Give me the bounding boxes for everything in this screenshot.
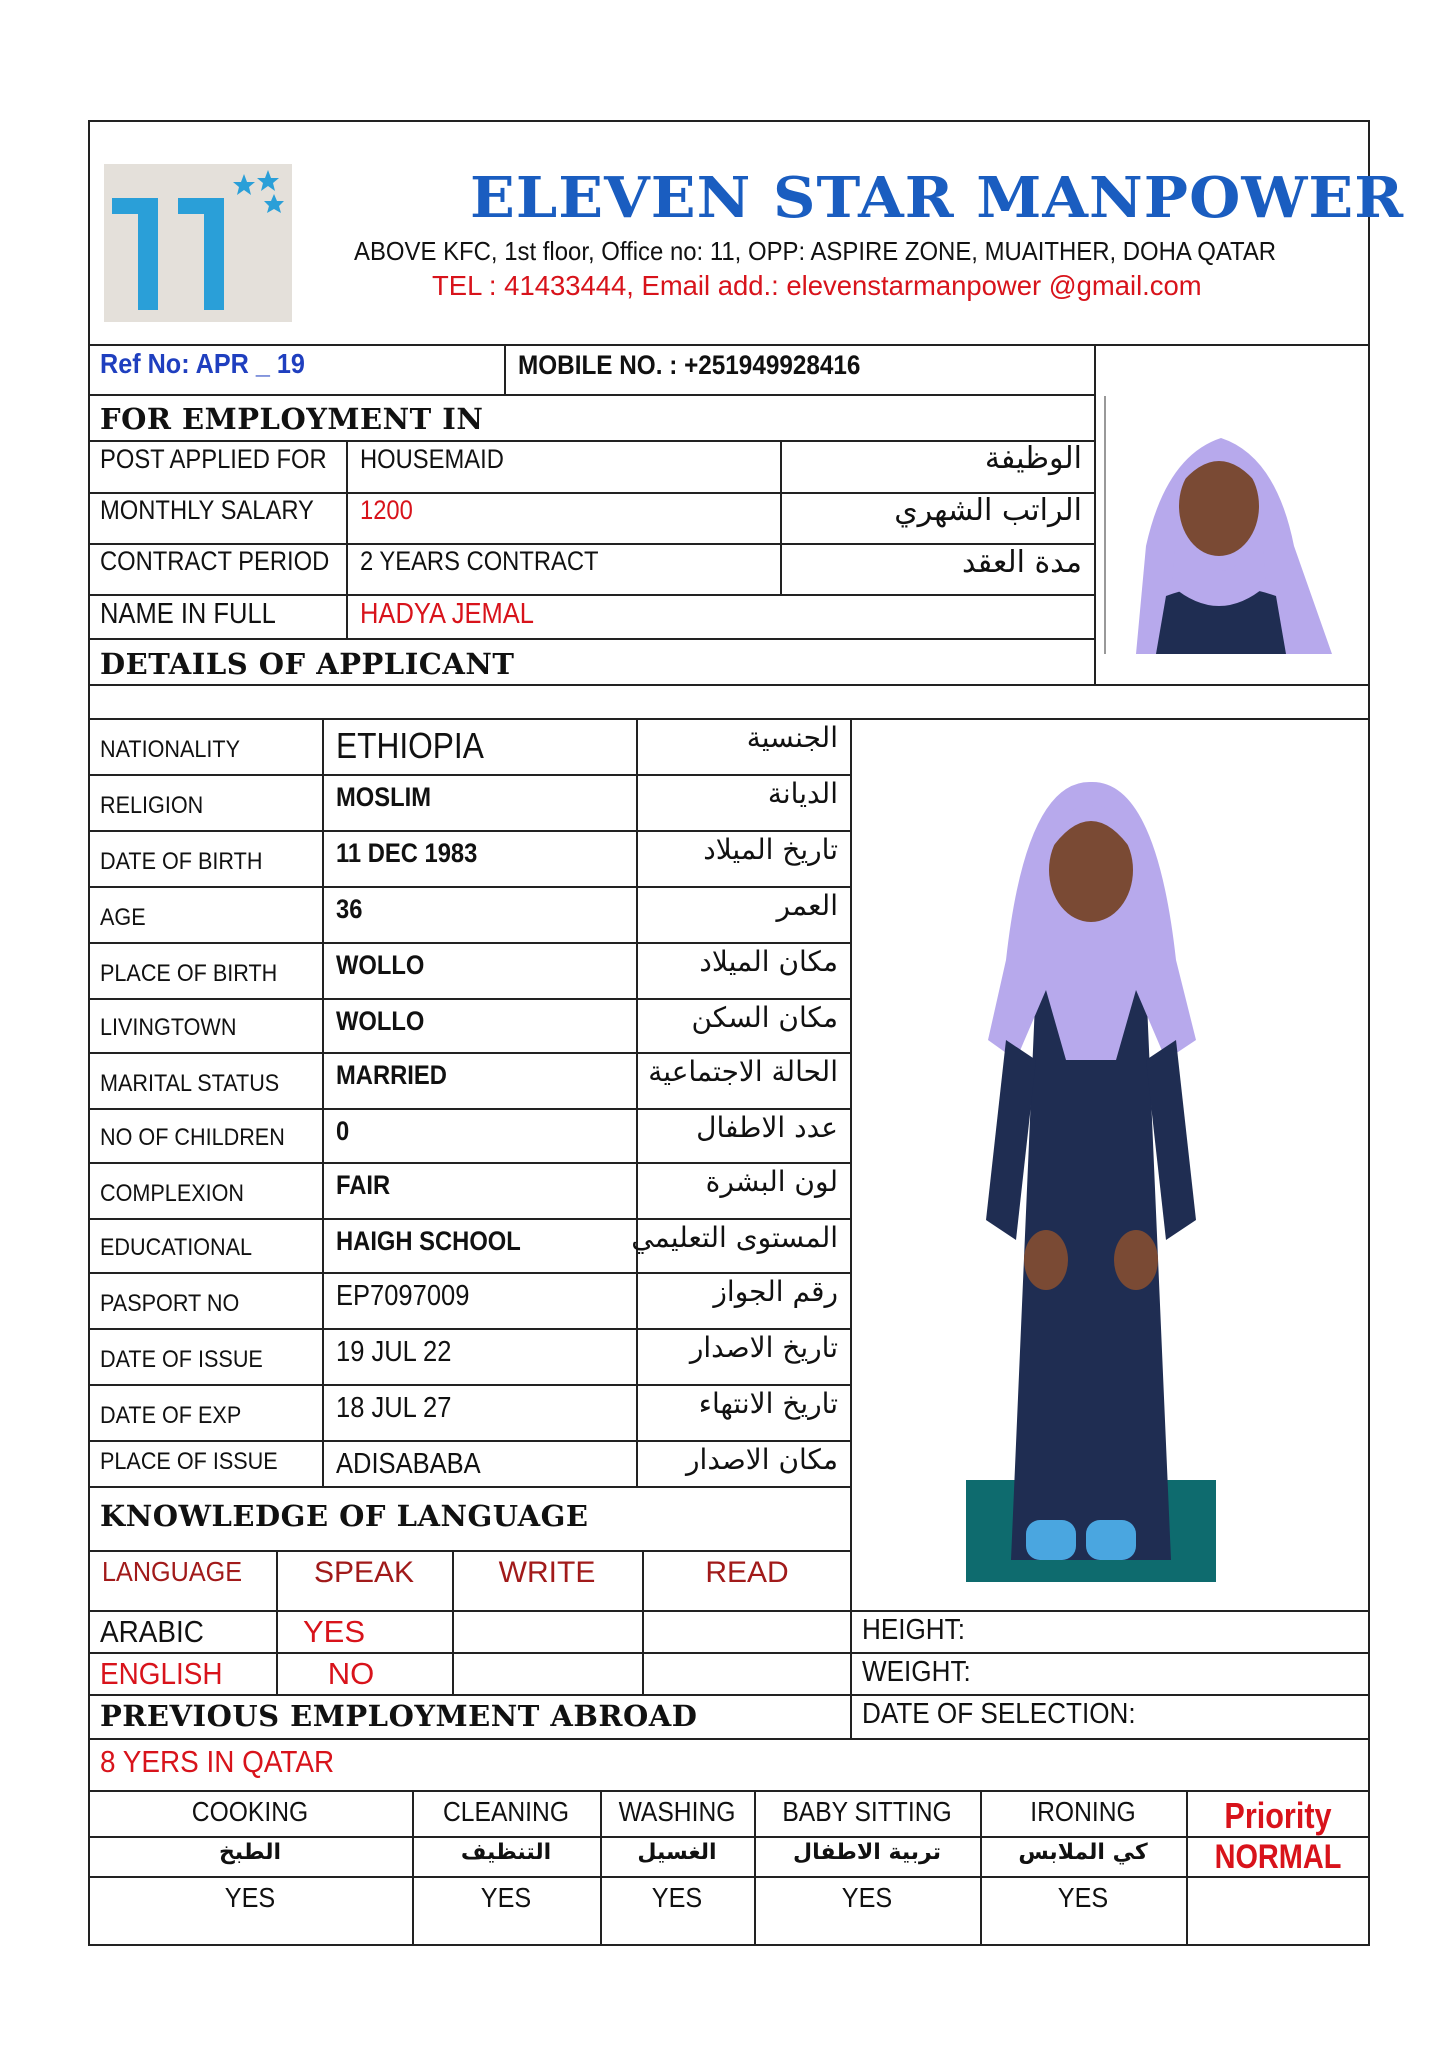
contract-label: CONTRACT PERIOD <box>100 546 330 576</box>
detail-value: 11 DEC 1983 <box>336 838 478 868</box>
company-logo <box>104 164 292 322</box>
language-header-language: LANGUAGE <box>102 1556 243 1587</box>
divider <box>88 886 852 888</box>
arabic-speak: YES <box>302 1614 366 1649</box>
detail-value: 18 JUL 27 <box>336 1392 452 1424</box>
detail-label: PLACE OF ISSUE <box>100 1448 278 1475</box>
logo-eleven-icon <box>104 164 292 322</box>
divider <box>88 1440 852 1442</box>
skill-name: WASHING <box>618 1796 736 1827</box>
detail-value: 0 <box>336 1116 350 1146</box>
divider <box>88 440 1096 442</box>
divider <box>88 684 1370 686</box>
divider <box>412 1790 414 1946</box>
detail-label: MARITAL STATUS <box>100 1070 280 1097</box>
divider <box>346 440 348 638</box>
detail-arabic: تاريخ الميلاد <box>703 833 838 866</box>
skill-name: BABY SITTING <box>782 1796 952 1827</box>
detail-label: RELIGION <box>100 792 204 819</box>
language-arabic: ARABIC <box>100 1614 204 1649</box>
detail-value: ADISABABA <box>336 1448 481 1480</box>
divider <box>88 1384 852 1386</box>
detail-label: DATE OF BIRTH <box>100 848 263 875</box>
previous-employment-value: 8 YERS IN QATAR <box>100 1744 335 1779</box>
divider <box>88 1162 852 1164</box>
weight-label: WEIGHT: <box>862 1656 971 1688</box>
divider <box>88 942 852 944</box>
detail-value: MOSLIM <box>336 782 432 812</box>
divider <box>88 1790 1370 1792</box>
mobile-value: +251949928416 <box>684 350 861 380</box>
divider <box>88 543 1096 545</box>
detail-arabic: الديانة <box>767 777 838 810</box>
divider <box>88 344 1370 346</box>
detail-arabic: تاريخ الاصدار <box>689 1331 838 1364</box>
divider <box>780 440 782 594</box>
detail-arabic: لون البشرة <box>705 1165 838 1198</box>
skill-value: YES <box>480 1882 532 1913</box>
divider <box>88 1218 852 1220</box>
skill-arabic: تربية الاطفال <box>792 1840 942 1865</box>
divider <box>754 1790 756 1946</box>
applicant-photo-portrait <box>1106 396 1332 654</box>
company-address: ABOVE KFC, 1st floor, Office no: 11, OPP: ASPIRE ZONE, MUAITHER, DOHA QATAR <box>354 236 1277 266</box>
detail-label: LIVINGTOWN <box>100 1014 237 1041</box>
detail-arabic: العمر <box>776 889 838 922</box>
divider <box>1094 344 1096 684</box>
detail-value: ETHIOPIA <box>336 725 484 766</box>
mobile-label: MOBILE NO. : <box>518 350 678 380</box>
salary-label: MONTHLY SALARY <box>100 495 314 525</box>
divider <box>88 394 1096 396</box>
detail-label: AGE <box>100 904 146 931</box>
skill-value: YES <box>1057 1882 1109 1913</box>
detail-value: 19 JUL 22 <box>336 1336 452 1368</box>
passport-photo <box>1104 396 1332 654</box>
detail-label: DATE OF EXP <box>100 1402 242 1429</box>
detail-label: PASPORT NO <box>100 1290 240 1317</box>
detail-value: EP7097009 <box>336 1280 470 1312</box>
divider <box>88 1486 852 1488</box>
detail-arabic: مكان الميلاد <box>699 945 838 978</box>
detail-value: MARRIED <box>336 1060 447 1090</box>
detail-value: WOLLO <box>336 950 425 980</box>
height-label: HEIGHT: <box>862 1614 965 1646</box>
divider <box>88 1694 1370 1696</box>
name-label: NAME IN FULL <box>100 598 276 630</box>
contract-arabic: مدة العقد <box>962 545 1082 580</box>
skill-arabic: التنظيف <box>460 1840 552 1865</box>
language-header-read: READ <box>705 1556 789 1589</box>
applicant-photo-full <box>966 740 1216 1582</box>
divider <box>980 1790 982 1946</box>
divider <box>88 1876 1370 1878</box>
skill-name: CLEANING <box>443 1796 569 1827</box>
skill-arabic: الغسيل <box>637 1840 717 1865</box>
divider <box>88 774 852 776</box>
detail-value: FAIR <box>336 1170 391 1200</box>
divider <box>88 1652 1370 1654</box>
detail-arabic: الجنسية <box>746 721 838 754</box>
detail-arabic: تاريخ الانتهاء <box>698 1387 838 1420</box>
detail-label: NATIONALITY <box>100 736 241 763</box>
divider <box>88 1328 852 1330</box>
ref-label: Ref No: <box>100 348 190 379</box>
skill-arabic: كي الملابس <box>1018 1840 1148 1865</box>
skill-value: YES <box>651 1882 703 1913</box>
contract-value: 2 YEARS CONTRACT <box>360 546 599 576</box>
divider <box>88 1610 1370 1612</box>
selection-date-label: DATE OF SELECTION: <box>862 1698 1136 1730</box>
detail-label: NO OF CHILDREN <box>100 1124 285 1151</box>
post-arabic: الوظيفة <box>984 441 1082 476</box>
previous-employment-title: PREVIOUS EMPLOYMENT ABROAD <box>100 1699 698 1733</box>
detail-value: HAIGH SCHOOL <box>336 1226 521 1256</box>
ref-number <box>100 350 305 378</box>
language-english: ENGLISH <box>100 1656 223 1691</box>
detail-arabic: مكان السكن <box>691 1001 838 1034</box>
divider <box>88 594 1096 596</box>
detail-label: COMPLEXION <box>100 1180 245 1207</box>
divider <box>88 718 1370 720</box>
divider <box>88 1836 1370 1838</box>
full-body-photo <box>966 740 1216 1582</box>
divider <box>600 1790 602 1946</box>
skill-value: YES <box>224 1882 276 1913</box>
divider <box>88 1550 852 1552</box>
detail-label: PLACE OF BIRTH <box>100 960 278 987</box>
divider <box>88 830 852 832</box>
detail-arabic: رقم الجواز <box>713 1275 838 1308</box>
divider <box>88 1272 852 1274</box>
divider <box>322 718 324 1486</box>
detail-arabic: عدد الاطفال <box>696 1111 838 1144</box>
ref-value: APR _ 19 <box>195 348 305 379</box>
details-title: DETAILS OF APPLICANT <box>100 647 515 681</box>
detail-label: DATE OF ISSUE <box>100 1346 263 1373</box>
divider <box>504 344 506 394</box>
employment-title: FOR EMPLOYMENT IN <box>100 402 484 436</box>
name-value: HADYA JEMAL <box>360 598 534 630</box>
skill-name: COOKING <box>191 1796 309 1827</box>
divider <box>88 1052 852 1054</box>
company-name: ELEVEN STAR MANPOWER <box>470 165 1405 231</box>
divider <box>1186 1790 1188 1946</box>
company-contact: TEL : 41433444, Email add.: elevenstarmanpower @gmail.com <box>432 270 1202 301</box>
divider <box>88 998 852 1000</box>
priority-value: NORMAL <box>1214 1838 1342 1876</box>
salary-value: 1200 <box>360 495 413 525</box>
language-title: KNOWLEDGE OF LANGUAGE <box>100 1499 589 1533</box>
language-header-speak: SPEAK <box>313 1556 415 1589</box>
divider <box>88 638 1096 640</box>
divider <box>88 1108 852 1110</box>
divider <box>88 1738 1370 1740</box>
detail-arabic: المستوى التعليمي <box>631 1221 838 1254</box>
skill-arabic: الطبخ <box>218 1840 282 1865</box>
detail-value: WOLLO <box>336 1006 425 1036</box>
english-speak: NO <box>327 1656 375 1691</box>
divider <box>636 718 638 1486</box>
post-value: HOUSEMAID <box>360 444 504 474</box>
detail-value: 36 <box>336 894 363 924</box>
salary-arabic: الراتب الشهري <box>894 493 1082 528</box>
priority-label: Priority <box>1224 1795 1332 1836</box>
language-header-write: WRITE <box>498 1556 596 1589</box>
detail-arabic: الحالة الاجتماعية <box>648 1055 838 1088</box>
mobile-number <box>518 352 860 379</box>
detail-arabic: مكان الاصدار <box>686 1443 838 1476</box>
post-label: POST APPLIED FOR <box>100 444 327 474</box>
detail-label: EDUCATIONAL <box>100 1234 253 1261</box>
skill-name: IRONING <box>1030 1796 1136 1827</box>
skill-value: YES <box>841 1882 893 1913</box>
